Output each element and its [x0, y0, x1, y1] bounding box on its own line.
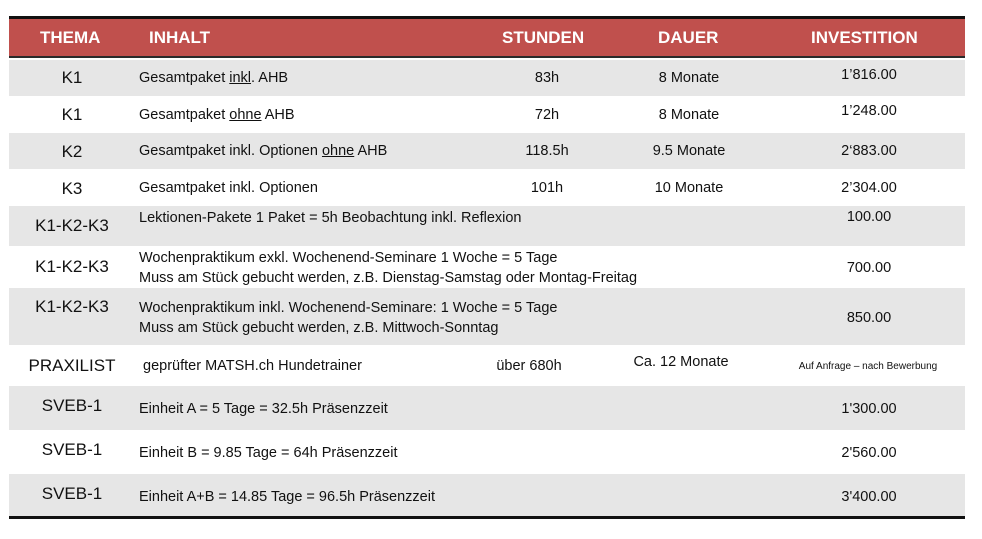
cell-inhalt: Gesamtpaket ohne AHB: [139, 107, 295, 123]
cell-thema: K1: [61, 68, 83, 87]
cell-thema: K1-K2-K3: [35, 257, 109, 276]
cell-dauer: 8 Monate: [658, 107, 720, 123]
table-row: [9, 386, 965, 430]
cell-investition: 2‘883.00: [841, 143, 897, 159]
cell-thema: K2: [61, 142, 83, 161]
table-row: [9, 430, 965, 474]
table-header: [9, 19, 965, 58]
table-row: [9, 474, 965, 516]
cell-dauer: 10 Monate: [654, 180, 724, 196]
cell-thema: K1-K2-K3: [35, 216, 109, 235]
cell-inhalt-line1: Wochenpraktikum inkl. Wochenend-Seminare: 1 Woche = 5 Tage: [139, 300, 558, 316]
cell-investition: Auf Anfrage – nach Bewerbung: [798, 361, 938, 372]
cell-stunden: 101h: [530, 180, 564, 196]
cell-investition: 1’816.00: [841, 67, 897, 83]
cell-thema: SVEB-1: [41, 484, 103, 503]
cell-inhalt: Gesamtpaket inkl. AHB: [139, 70, 289, 86]
cell-inhalt: Lektionen-Pakete 1 Paket = 5h Beobachtung inkl. Reflexion: [139, 210, 522, 226]
header-stunden: STUNDEN: [502, 28, 585, 47]
table-row: [9, 60, 965, 96]
cell-stunden: 83h: [534, 70, 560, 86]
table-row: [9, 345, 965, 386]
table-row: [9, 206, 965, 246]
cell-investition: 100.00: [846, 209, 892, 225]
cell-thema: K3: [61, 179, 83, 198]
cell-inhalt: Gesamtpaket inkl. Optionen ohne AHB: [139, 143, 388, 159]
cell-inhalt-line1: Wochenpraktikum exkl. Wochenend-Seminare 1 Woche = 5 Tage: [139, 250, 558, 266]
cell-investition: 850.00: [846, 310, 892, 326]
cell-investition: 1’248.00: [841, 103, 897, 119]
header-dauer: DAUER: [658, 28, 719, 47]
cell-investition: 2'560.00: [841, 445, 897, 461]
table-row: [9, 133, 965, 169]
header-inhalt: INHALT: [149, 28, 211, 47]
cell-thema: SVEB-1: [41, 396, 103, 415]
cell-thema: PRAXILIST: [28, 356, 116, 375]
cell-thema: K1: [61, 105, 83, 124]
cell-inhalt: Gesamtpaket inkl. Optionen: [139, 180, 318, 196]
table-bottom-rule: [9, 516, 965, 519]
table-row: [9, 246, 965, 288]
cell-investition: 2’304.00: [841, 180, 897, 196]
cell-inhalt: Einheit B = 9.85 Tage = 64h Präsenzzeit: [139, 445, 398, 461]
cell-investition: 700.00: [846, 260, 892, 276]
cell-stunden: 72h: [534, 107, 560, 123]
cell-investition: 3'400.00: [841, 489, 897, 505]
header-thema: THEMA: [40, 28, 101, 47]
cell-dauer: 9.5 Monate: [652, 143, 726, 159]
cell-inhalt: Einheit A = 5 Tage = 32.5h Präsenzzeit: [139, 401, 388, 417]
header-investition: INVESTITION: [811, 28, 918, 47]
cell-stunden: über 680h: [496, 358, 562, 374]
cell-stunden: 118.5h: [525, 143, 569, 159]
cell-inhalt-line2: Muss am Stück gebucht werden, z.B. Mittwoch-Sonntag: [139, 320, 499, 336]
cell-inhalt: Einheit A+B = 14.85 Tage = 96.5h Präsenzzeit: [139, 489, 435, 505]
table-row: [9, 288, 965, 345]
cell-thema: K1-K2-K3: [35, 297, 109, 316]
table-row: [9, 169, 965, 206]
cell-thema: SVEB-1: [41, 440, 103, 459]
cell-dauer: 8 Monate: [658, 70, 720, 86]
cell-investition: 1'300.00: [841, 401, 897, 417]
table-row: [9, 96, 965, 133]
cell-inhalt: geprüfter MATSH.ch Hundetrainer: [143, 358, 362, 374]
cell-inhalt-line2: Muss am Stück gebucht werden, z.B. Dienstag-Samstag oder Montag-Freitag: [139, 270, 638, 286]
cell-dauer: Ca. 12 Monate: [633, 354, 729, 370]
